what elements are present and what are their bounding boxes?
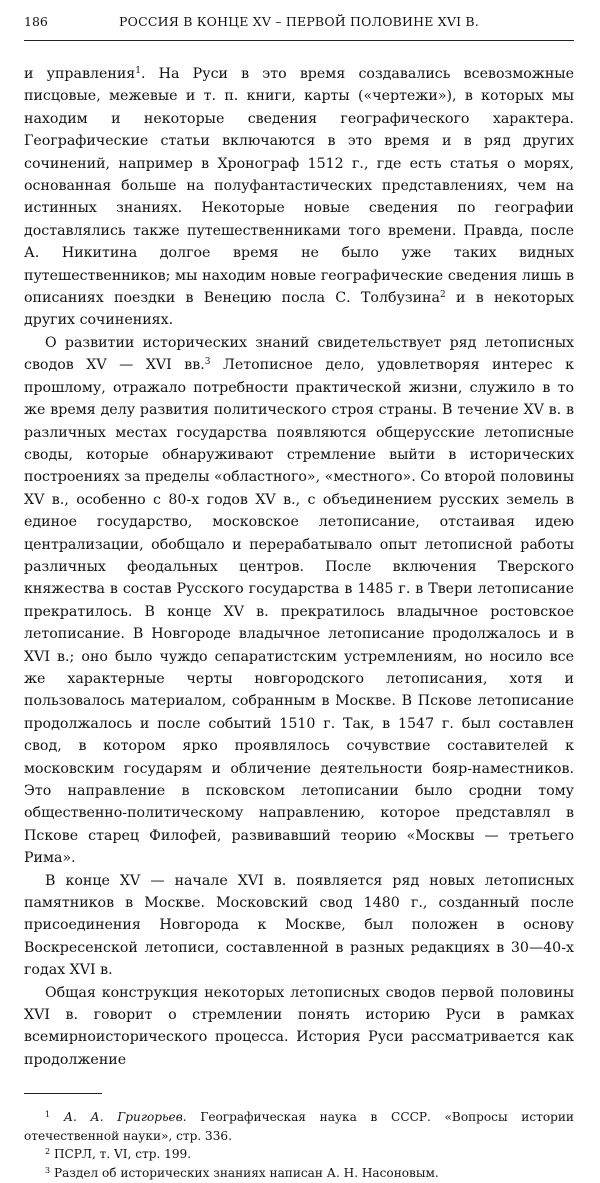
footnote-1 (24, 1108, 574, 1145)
paragraph-1 (24, 63, 574, 332)
footnote-author: А. А. Григорьев. (63, 1110, 187, 1125)
footnote-2 (24, 1145, 574, 1164)
paragraph-2-text-b: Летописное дело, удовлетворяя интерес к прошлому, отражало потребности практической жизни, служило в то же время делу развития политического строя страны. В течение XV в. в различных местах государства появляются общерусские летописные своды, которые обнаруживают стремление выйти в исторических построениях за пределы «областного», «местного». Со второй половины XV в., особенно с 80-х годов XV в., с объединением русских земель в единое государство, московское летописание, отстаивая идею централизации, обобщало и перерабатывало опыт летописной работы различных феодальных центров. После включения Тверского княжества в состав Русского государства в 1485 г. в Твери летописание прекратилось. В конце XV в. прекратилось владычное ростовское летописание. В Новгороде владычное летописание продолжалось и в XVI в.; оно было чуждо сепаратистским устремлениям, но носило все же характерные черты новгородского летописания, хотя и пользовалось материалом, собранным в Москве. В Пскове летописание продолжалось и после событий 1510 г. Так, в 1547 г. был составлен свод, в котором ярко проявлялось сочувствие составителей к московским государям и обличение деятельности бояр-наместников. Это направление в псковском летописании было сродни тому общественно-политическому направлению, которое представлял в Пскове старец Филофей, развивавший теорию «Москвы — третьего Рима». (24, 357, 575, 867)
header-rule (24, 40, 574, 41)
footnote-ref-2: 2 (439, 290, 446, 301)
footnote-ref-3: 3 (204, 357, 211, 368)
page-number: 186 (24, 14, 48, 29)
footnote-rule (24, 1093, 102, 1094)
paragraph-1-text-b: и в некоторых других сочинениях. (24, 290, 575, 329)
paragraph-1-text-a: . На Руси в это время создавались всевозможные писцовые, межевые и т. п. книги, карты («чертежи»), в которых мы находим и некоторые сведения географического характера. Географические статьи включаются в это время и в ряд других сочинений, например в Хронограф 1512 г., где есть статья о морях, основанная больше на полуфантастических представлениях, чем на истинных знаниях. Некоторые новые сведения по географии доставлялись также путешественниками того времени. Правда, после А. Никитина долгое время не было уже таких видных путешественников; мы находим новые географические сведения лишь в описаниях поездки в Венецию посла С. Толбузина (24, 66, 574, 307)
paragraph-4: Общая конструкция некоторых летописных сводов первой половины XVI в. говорит о стремлении понять историю Руси в рамках всемирноисторического процесса. История Руси рассматривается как продолжение (24, 984, 574, 1068)
footnote-number: 3 (45, 1166, 51, 1176)
footnote-text: Географическая наука в СССР. «Вопросы истории отечественной науки», стр. 336. (24, 1110, 574, 1143)
footnote-number: 1 (45, 1110, 51, 1120)
paragraph-2-text-a: О развитии исторических знаний свидетельствует ряд летописных сводов XV — XVI вв. (24, 334, 574, 374)
page-header (24, 14, 574, 32)
paragraph-2 (24, 332, 574, 870)
footnote-text: ПСРЛ, т. VI, стр. 199. (50, 1147, 192, 1162)
paragraph-3: В конце XV — начале XVI в. появляется ряд новых летописных памятников в Москве. Московский свод 1480 г., созданный после присоединения Новгорода к Москве, был положен в основу Воскресенской летописи, составленной в разных редакциях в 30—40-х годах XVI в. (24, 872, 574, 979)
footnotes (24, 1108, 574, 1182)
running-title: РОССИЯ В КОНЦЕ XV – ПЕРВОЙ ПОЛОВИНЕ XVI В. (119, 14, 479, 29)
book-page (24, 14, 574, 1183)
paragraph-1-lead: и управления (24, 66, 136, 82)
footnote-3 (24, 1164, 574, 1183)
footnote-number: 2 (45, 1147, 51, 1157)
footnote-text: Раздел об исторических знаниях написан А. Н. Насоновым. (50, 1166, 439, 1181)
main-text (24, 63, 574, 1071)
footnote-ref-1: 1 (135, 66, 141, 76)
